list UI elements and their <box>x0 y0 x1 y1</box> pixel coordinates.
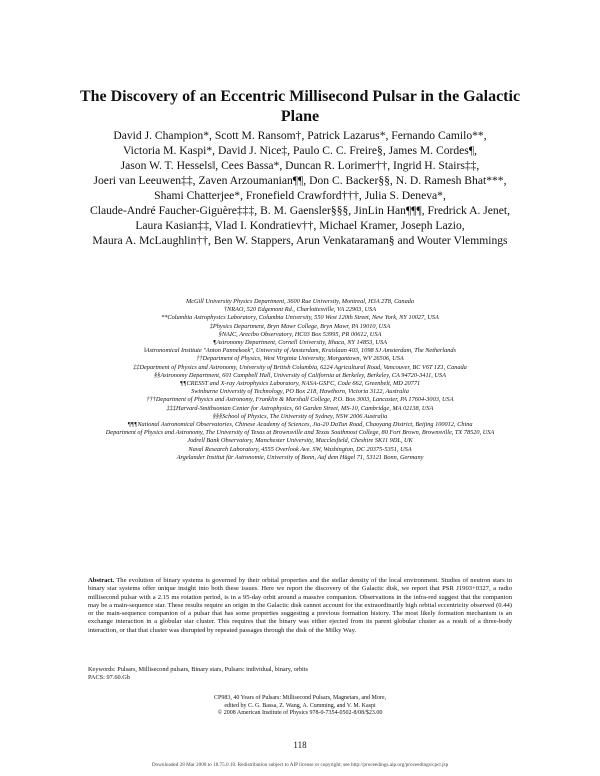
affiliation-line: ‡‡‡Harvard-Smithsonian Center for Astrophysics, 60 Garden Street, MS-10, Cambridge, MA 02138, USA <box>166 404 434 412</box>
author-name: Laura Kasian‡‡, <box>135 219 212 232</box>
author-name: Arun Venkataraman§ <box>295 234 395 247</box>
affiliation-line: ††Department of Physics, West Virginia University, Morgantown, WV 26506, USA <box>196 355 404 363</box>
affiliation-line: †NRAO, 520 Edgemont Rd., Charlottesville, VA 22903, USA <box>223 306 377 314</box>
affiliation-line: ¶Astronomy Department, Cornell University, Ithaca, NY 14853, USA <box>213 339 387 347</box>
abstract-text: The evolution of binary systems is governed by their orbital properties and the stellar density of the local environment. Studies of neutron stars in binary star systems offer unique insight into both these issues. Here we report the discovery of the Galactic disk, we report that PSR J1903+0327, a radio millisecond pulsar with a 2.15 ms rotation period, is in a 95-day orbit around a massive companion. Observations in the infra-red suggest that the companion may be a main-sequence star. These results require an origin in the Galactic disk cannot account for the extraordinarily high orbital eccentricity observed (0.44) or the main-sequence companion of a pulsar that has some properties suggesting a previous formation history. The most likely formation mechanism is an exchange interaction in a globular star cluster. This requires that the binary was either ejected from its parent globular cluster as a result of a three-body interaction, or that that cluster was disrupted by repeated passages through the disk of the Milky Way. <box>88 577 512 634</box>
author-name: Michael Kramer, <box>319 219 399 232</box>
affiliation-line: ‡‡Department of Physics and Astronomy, University of British Columbia, 6224 Agricultural Road, Vancouver, BC V6T 1Z1, Canada <box>133 363 467 371</box>
affiliation-line: McGill University Physics Department, 3600 Rue University, Montreal, H3A 2T8, Canada <box>185 298 415 305</box>
affiliation-line: §§Astronomy Department, 601 Campbell Hall, University of California at Berkeley, Berkeley, CA 94720-3411, USA <box>154 371 446 379</box>
author-name: Don C. Backer§§, <box>309 174 393 187</box>
author-name: David J. Nice‡, <box>217 144 291 157</box>
affiliation-line: †††Department of Physics and Astronomy, Franklin & Marshall College, P.O. Box 3003, Lancaster, PA 17604-3003, USA <box>146 396 454 404</box>
author-name: Ben W. Stappers, <box>213 234 294 247</box>
author-name: Fernando Camilo**, <box>391 129 487 142</box>
author-name: Fronefield Crawford†††, <box>245 189 362 202</box>
author-list <box>90 128 510 248</box>
author-name: Scott M. Ransom†, <box>214 129 305 142</box>
author-name: Cees Bassa*, <box>221 159 283 172</box>
affiliation-line: Naval Research Laboratory, 4555 Overlook Ave. SW, Washington, DC 20375-5351, USA <box>188 445 412 453</box>
paper-title: The Discovery of an Eccentric Millisecond Pulsar in the Galactic Plane <box>79 88 521 125</box>
publication-info <box>160 695 440 718</box>
affiliation-line: Jodrell Bank Observatory, Manchester University, Macclesfield, Cheshire SK11 9DL, UK <box>187 437 413 445</box>
pubinfo-line: edited by C. G. Bassa, Z. Wang, A. Cumming, and V. M. Kaspi <box>224 702 376 709</box>
affiliation-line: ‖Astronomical Institute "Anton Pannekoek", University of Amsterdam, Kruislaan 403, 1098 SJ Amsterdam, The Netherlands <box>143 347 457 355</box>
affiliation-line: **Columbia Astrophysics Laboratory, Columbia University, 550 West 120th Street, New York, NY 10027, USA <box>161 314 439 322</box>
author-name: Paulo C. C. Freire§, <box>292 144 386 157</box>
abstract-label: Abstract. <box>88 577 115 584</box>
affiliation-line: §NAIC, Arecibo Observatory, HC03 Box 53995, PR 00612, USA <box>218 330 382 338</box>
pubinfo-line: CP983, 40 Years of Pulsars: Millisecond Pulsars, Magnetars, and More, <box>214 695 386 701</box>
author-name: Maura A. McLaughlin††, <box>92 234 211 247</box>
affiliation-line: ‡Physics Department, Bryn Mawr College, Bryn Mawr, PA 19010, USA <box>209 322 391 330</box>
author-name: Vlad I. Kondratiev††, <box>214 219 317 232</box>
pubinfo-line: © 2008 American Institute of Physics 978-0-7354-0502-8/08/$23.00 <box>217 710 383 716</box>
affiliation-line: Department of Physics and Astronomy, The University of Texas at Brownsville and Texas Southmost College, 80 Fort Brown, Brownsville, TX 78520, USA <box>105 429 495 437</box>
author-name: Fredrick A. Jenet, <box>427 204 510 217</box>
affiliation-list <box>88 298 512 462</box>
author-name: Victoria M. Kaspi*, <box>123 144 216 157</box>
abstract <box>88 577 512 635</box>
author-name: Shami Chatterjee*, <box>154 189 243 202</box>
affiliation-line: §§§School of Physics, The University of Sydney, NSW 2006 Australia <box>212 412 388 420</box>
author-name: Patrick Lazarus*, <box>307 129 389 142</box>
author-name: N. D. Ramesh Bhat***, <box>395 174 507 187</box>
keywords <box>88 666 512 682</box>
author-name: Zaven Arzoumanian¶¶, <box>198 174 307 187</box>
author-name: Julia S. Deneva*, <box>364 189 446 202</box>
author-name: Joeri van Leeuwen‡‡, <box>93 174 196 187</box>
author-name: Joseph Lazio, <box>400 219 465 232</box>
author-name: JinLin Han¶¶¶, <box>354 204 425 217</box>
page-number: 118 <box>293 740 307 750</box>
author-name: B. M. Gaensler§§§, <box>260 204 352 217</box>
keywords-text: Keywords: Pulsars, Millisecond pulsars, Binary stars, Pulsars: individual, binary, orbits <box>88 666 308 673</box>
author-name: Claude-André Faucher-Giguère‡‡‡, <box>90 204 258 217</box>
download-footer: Downloaded 28 Mar 2008 to 18.75.0.10. Redistribution subject to AIP license or copyright; see http://proceedings.aip.org/proceedings/cpcr.jsp <box>151 762 449 768</box>
author-name: and Wouter Vlemmings <box>397 234 508 247</box>
affiliation-line: ¶¶CRESST and X-ray Astrophysics Laboratory, NASA-GSFC, Code 662, Greenbelt, MD 20771 <box>179 380 421 388</box>
affiliation-line: Swinburne University of Technology, PO Box 218, Hawthorn, Victoria 3122, Australia <box>191 388 409 396</box>
author-name: Duncan R. Lorimer††, <box>285 159 391 172</box>
author-name: Ingrid H. Stairs‡‡, <box>393 159 480 172</box>
pacs-text: PACS: 97.60.Gb <box>88 674 130 681</box>
author-name: David J. Champion*, <box>113 129 212 142</box>
author-name: James M. Cordes¶, <box>388 144 477 157</box>
affiliation-line: ¶¶¶National Astronomical Observatories, Chinese Academy of Sciences, Jia-20 DaTun Road, Chaoyang District, Beijing 100012, China <box>127 421 473 429</box>
affiliation-line: Argelander Institut für Astronomie, University of Bonn, Auf dem Hügel 71, 53121 Bonn, Germany <box>176 453 424 461</box>
author-name: Jason W. T. Hessels‖, <box>120 159 219 172</box>
